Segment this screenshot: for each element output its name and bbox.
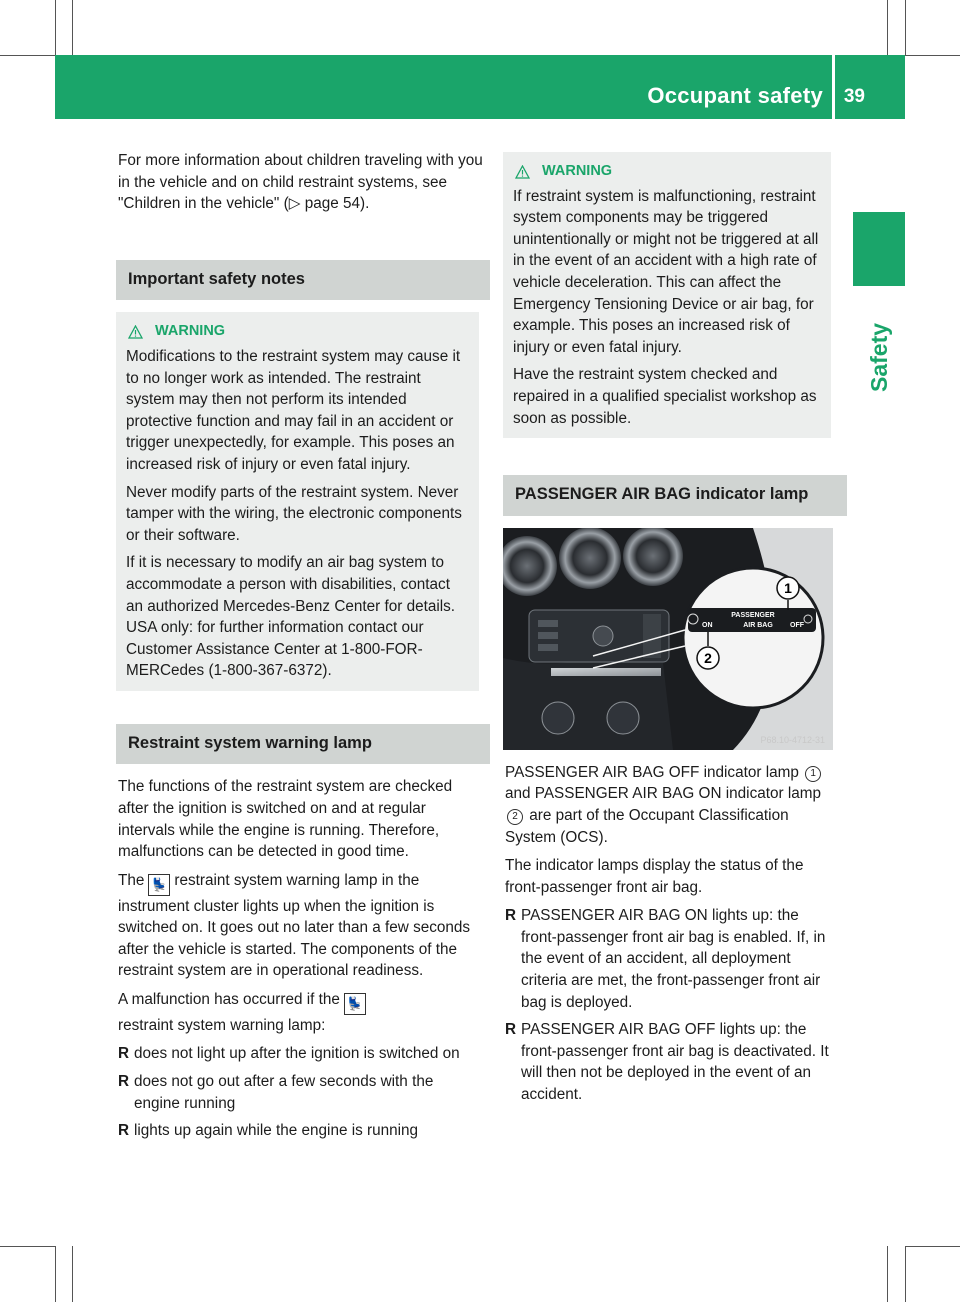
body-paragraph: The functions of the restraint system are checked after the ignition is switched on and at regular intervals while the engine is running. Therefore, malfunctions can be detected in good time. [118, 778, 453, 861]
list-item: R does not light up after the ignition is switched on [118, 1043, 483, 1065]
crop-mark [887, 1246, 888, 1302]
panel-label-airbag: AIR BAG [743, 621, 773, 629]
section-heading-restraint: Restraint system warning lamp [116, 724, 490, 765]
right-column [505, 152, 835, 1112]
crop-mark [905, 1246, 960, 1247]
warning-title: WARNING [513, 161, 823, 183]
list-item: R does not go out after a few seconds with the engine running [118, 1071, 483, 1114]
restraint-warning-lamp-icon: 💺 [148, 874, 170, 896]
crop-mark [905, 55, 960, 56]
panel-label-on: ON [702, 621, 713, 629]
warning-icon [515, 165, 530, 179]
header-divider [832, 55, 835, 119]
warning-text: Never modify parts of the restraint system. Never tamper with the wiring, the electronic components or their software. [126, 483, 462, 544]
malfunction-list [118, 1043, 483, 1141]
section-tab-label: Safety [866, 322, 892, 392]
warning-text: If restraint system is malfunctioning, restraint system components may be triggered unintentionally or might not be triggered at all in the event of an accident with a high rate of vehicle deceleration. This can affect the Emergency Tensioning Device or air bag, for example. This poses an increased risk of injury or even fatal injury. [513, 187, 819, 356]
list-item: R PASSENGER AIR BAG ON lights up: the front-passenger front air bag is enabled. If, in the event of an accident, all deployment criteria are met, the front-passenger front air bag is deployed. [505, 905, 835, 1013]
body-paragraph: The indicator lamps display the status of the front-passenger front air bag. [505, 857, 804, 896]
left-column [118, 150, 483, 1148]
body-paragraph: PASSENGER AIR BAG OFF indicator lamp 1 and PASSENGER AIR BAG ON indicator lamp 2 are part of the Occupant Classification System (OCS). [505, 763, 821, 846]
crop-mark [55, 0, 56, 55]
crop-mark [55, 1246, 56, 1302]
crop-mark [887, 0, 888, 55]
crop-mark [72, 1246, 73, 1302]
body-paragraph: The 💺 restraint system warning lamp in the instrument cluster lights up when the ignition is switched on. It goes out no later than a few seconds after the vehicle is started. The components of the restraint system are in operational readiness. [118, 871, 471, 980]
crop-mark [0, 55, 55, 56]
intro-paragraph: For more information about children traveling with you in the vehicle and on child restraint systems, see "Children in the vehicle" (▷ page 54). [118, 152, 483, 213]
restraint-warning-lamp-icon: 💺 [344, 993, 366, 1015]
page-number: 39 [843, 86, 865, 107]
section-heading-important: Important safety notes [116, 260, 490, 301]
figure-code: P68.10-4712-31 [760, 734, 825, 745]
list-item: R PASSENGER AIR BAG OFF lights up: the front-passenger front air bag is deactivated. It will then not be deployed in the event of an accident. [505, 1019, 835, 1105]
crop-mark [905, 1246, 906, 1302]
crop-mark [905, 0, 906, 55]
page-ref-arrow-icon: ▷ [288, 195, 301, 213]
section-heading-passenger: PASSENGER AIR BAG indicator lamp [503, 475, 847, 516]
warning-text: Have the restraint system checked and repaired in a qualified specialist workshop as soon as possible. [513, 366, 817, 427]
warning-title: WARNING [126, 321, 471, 343]
page-reference-link[interactable]: page 54). [304, 195, 370, 213]
callout-1-ref: 1 [805, 766, 821, 782]
warning-icon [128, 325, 143, 339]
warning-text: If it is necessary to modify an air bag system to accommodate a person with disabilities, contact an authorized Mercedes-Benz Center for details. USA only: for further information contact our Customer Assistance Center at 1-800-FOR-MERCedes (1-800-367-6372). [126, 554, 456, 680]
body-paragraph: A malfunction has occurred if the 💺 restraint system warning lamp: [118, 989, 483, 1036]
dashboard-illustration [503, 528, 833, 750]
panel-label-passenger: PASSENGER [731, 611, 775, 619]
warning-box [503, 152, 831, 438]
panel-label-off: OFF [790, 621, 804, 629]
page-header [55, 55, 905, 119]
page-title: Occupant safety [647, 83, 823, 108]
callout-2: 2 [704, 649, 712, 666]
callout-2-ref: 2 [507, 809, 523, 825]
warning-box [116, 312, 479, 691]
indicator-list [505, 905, 835, 1105]
warning-text: Modifications to the restraint system may cause it to no longer work as intended. The restraint system may then not perform its intended protective function and may fail in an accident or trigger unexpectedly, for example. This poses an increased risk of injury or even fatal injury. [126, 347, 461, 473]
crop-mark [72, 0, 73, 55]
list-item: R lights up again while the engine is running [118, 1120, 483, 1142]
dashboard-photo [503, 528, 833, 750]
crop-mark [0, 1246, 55, 1247]
callout-1: 1 [784, 579, 792, 596]
section-tab [853, 212, 905, 286]
